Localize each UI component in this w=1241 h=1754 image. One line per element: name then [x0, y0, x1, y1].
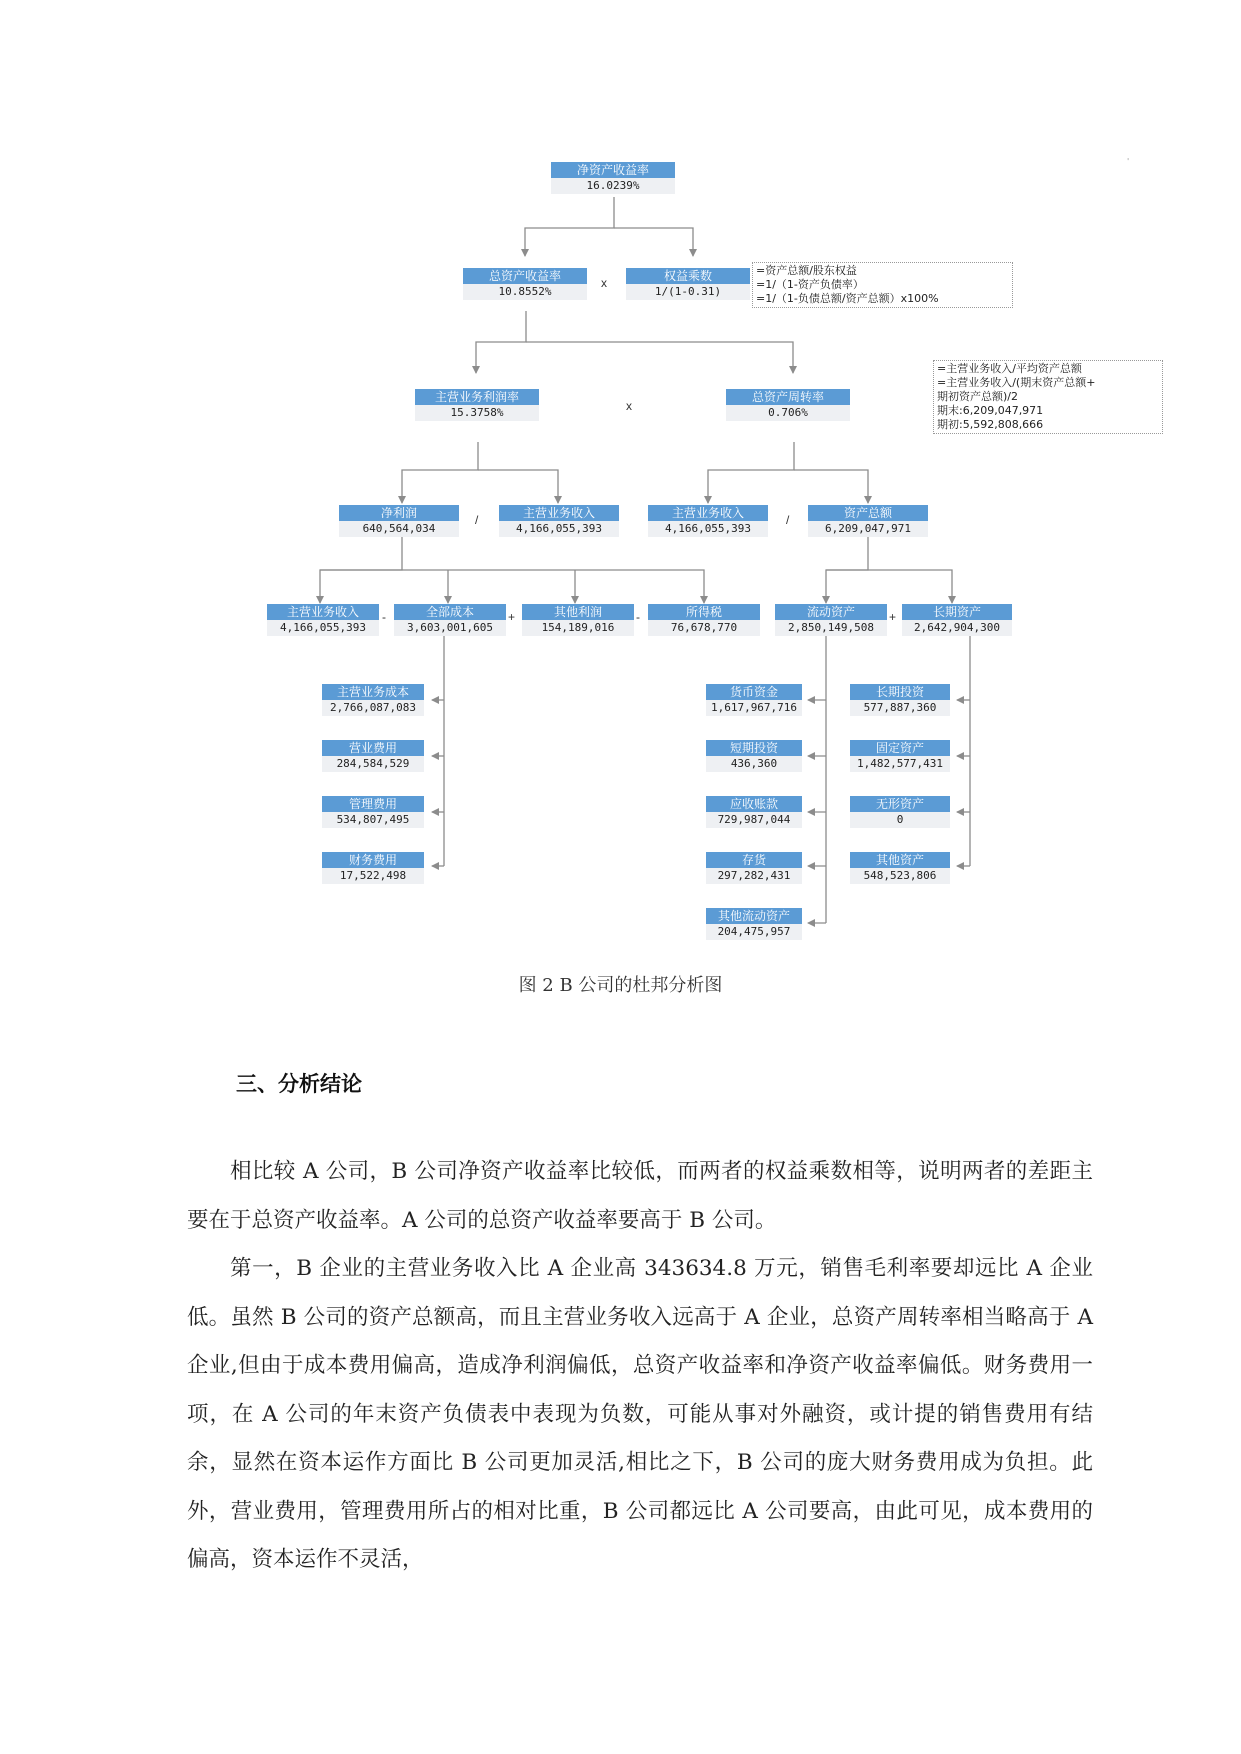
- node-value: 1,482,577,431: [850, 756, 950, 772]
- node-value: 154,189,016: [522, 620, 634, 636]
- node-value: 2,642,904,300: [902, 620, 1012, 636]
- node-value: 3,603,001,605: [394, 620, 506, 636]
- node-revenue: [267, 604, 379, 636]
- node-admin-expense: [322, 796, 424, 828]
- node-total-cost: [394, 604, 506, 636]
- node-value: 577,887,360: [850, 700, 950, 716]
- node-fixed-assets: [850, 740, 950, 772]
- node-label: 主营业务利润率: [415, 389, 539, 405]
- node-label: 权益乘数: [626, 268, 750, 284]
- connector: [320, 570, 704, 603]
- node-value: 534,807,495: [322, 812, 424, 828]
- node-value: 1,617,967,716: [706, 700, 802, 716]
- node-revenue: [499, 505, 619, 537]
- operator-minus: -: [636, 610, 640, 624]
- node-finance-expense: [322, 852, 424, 884]
- node-value: 548,523,806: [850, 868, 950, 884]
- node-net-profit: [339, 505, 459, 537]
- node-label: 资产总额: [808, 505, 928, 521]
- node-asset-turnover: [726, 389, 850, 421]
- node-value: 640,564,034: [339, 521, 459, 537]
- operator-multiply: x: [601, 276, 607, 290]
- operator-divide: /: [475, 513, 479, 527]
- node-label: 长期资产: [902, 604, 1012, 620]
- note-line: =资产总额/股东权益: [756, 264, 857, 277]
- stray-mark: ': [1127, 157, 1130, 166]
- operator-divide: /: [786, 513, 790, 527]
- node-label: 应收账款: [706, 796, 802, 812]
- node-label: 营业费用: [322, 740, 424, 756]
- operator-multiply: x: [626, 399, 632, 413]
- note-line: =主营业务收入/平均资产总额: [937, 362, 1082, 375]
- node-label: 管理费用: [322, 796, 424, 812]
- node-operating-margin: [415, 389, 539, 421]
- node-value: 16.0239%: [551, 178, 675, 194]
- node-label: 短期投资: [706, 740, 802, 756]
- node-value: 4,166,055,393: [267, 620, 379, 636]
- node-receivables: [706, 796, 802, 828]
- node-label: 长期投资: [850, 684, 950, 700]
- note-asset-turnover: [933, 360, 1163, 434]
- node-other-profit: [522, 604, 634, 636]
- node-value: 15.3758%: [415, 405, 539, 421]
- node-label: 净利润: [339, 505, 459, 521]
- node-equity-multiplier: [626, 268, 750, 300]
- node-roa: [463, 268, 587, 300]
- node-value: 10.8552%: [463, 284, 587, 300]
- node-label: 其他利润: [522, 604, 634, 620]
- connector: [402, 442, 478, 503]
- node-label: 其他流动资产: [706, 908, 802, 924]
- body-text: [187, 1148, 1093, 1585]
- connector: [614, 228, 693, 256]
- node-cash: [706, 684, 802, 716]
- connector: [708, 442, 794, 503]
- node-short-term-investment: [706, 740, 802, 772]
- node-selling-expense: [322, 740, 424, 772]
- node-cogs: [322, 684, 424, 716]
- node-revenue: [648, 505, 768, 537]
- section-heading: 三、分析结论: [236, 1072, 362, 1096]
- node-label: 主营业务收入: [648, 505, 768, 521]
- node-label: 所得税: [648, 604, 760, 620]
- node-value: 297,282,431: [706, 868, 802, 884]
- operator-plus: +: [508, 610, 516, 624]
- node-value: 4,166,055,393: [648, 521, 768, 537]
- node-roe: [551, 162, 675, 194]
- node-label: 主营业务收入: [499, 505, 619, 521]
- note-line: 期初资产总额)/2: [937, 390, 1018, 403]
- node-label: 固定资产: [850, 740, 950, 756]
- node-value: 204,475,957: [706, 924, 802, 940]
- node-value: 6,209,047,971: [808, 521, 928, 537]
- node-intangible-assets: [850, 796, 950, 828]
- node-label: 无形资产: [850, 796, 950, 812]
- node-label: 总资产收益率: [463, 268, 587, 284]
- node-total-assets: [808, 505, 928, 537]
- figure-caption: 图 2 B 公司的杜邦分析图: [518, 975, 723, 996]
- node-value: 436,360: [706, 756, 802, 772]
- paragraph: 第一，B 企业的主营业务收入比 A 企业高 343634.8 万元，销售毛利率要却远比 A 企业低。虽然 B 公司的资产总额高，而且主营业务收入远高于 A 企业，总资产周转率相当略高于 A 企业,但由于成本费用偏高，造成净利润偏低，总资产收益率和净资产收益率偏低。财务费用一项，在 A 公司的年末资产负债表中表现为负数，可能从事对外融资，或计提的销售费用有结余，显然在资本运作方面比 B 公司更加灵活,相比之下，B 公司的庞大财务费用成为负担。此外，营业费用，管理费用所占的相对比重，B 公司都远比 A 公司要高，由此可见，成本费用的偏高，资本运作不灵活，: [187, 1256, 1093, 1572]
- node-label: 流动资产: [775, 604, 887, 620]
- node-label: 总资产周转率: [726, 389, 850, 405]
- note-line: 期初:5,592,808,666: [937, 418, 1044, 431]
- node-value: 2,766,087,083: [322, 700, 424, 716]
- node-value: 1/(1-0.31): [626, 284, 750, 300]
- node-other-assets: [850, 852, 950, 884]
- node-long-term-assets: [902, 604, 1012, 636]
- node-label: 主营业务成本: [322, 684, 424, 700]
- node-value: 0: [850, 812, 950, 828]
- node-label: 财务费用: [322, 852, 424, 868]
- node-value: 284,584,529: [322, 756, 424, 772]
- node-income-tax: [648, 604, 760, 636]
- note-line: =主营业务收入/(期末资产总额+: [937, 376, 1096, 389]
- note-equity-multiplier: [752, 262, 1013, 308]
- node-value: 2,850,149,508: [775, 620, 887, 636]
- node-value: 17,522,498: [322, 868, 424, 884]
- connector: [826, 570, 952, 603]
- operator-plus: +: [889, 610, 897, 624]
- node-value: 4,166,055,393: [499, 521, 619, 537]
- connector: [525, 197, 614, 256]
- node-other-current-assets: [706, 908, 802, 940]
- node-label: 存货: [706, 852, 802, 868]
- note-line: =1/（1-资产负债率）: [756, 278, 864, 291]
- node-current-assets: [775, 604, 887, 636]
- node-inventory: [706, 852, 802, 884]
- connector: [476, 311, 526, 373]
- node-label: 全部成本: [394, 604, 506, 620]
- node-label: 净资产收益率: [551, 162, 675, 178]
- node-long-term-investment: [850, 684, 950, 716]
- node-value: 0.706%: [726, 405, 850, 421]
- paragraph: 相比较 A 公司，B 公司净资产收益率比较低，而两者的权益乘数相等，说明两者的差距主要在于总资产收益率。A 公司的总资产收益率要高于 B 公司。: [187, 1159, 1093, 1233]
- operator-minus: -: [382, 610, 386, 624]
- connector: [794, 470, 868, 503]
- node-label: 货币资金: [706, 684, 802, 700]
- node-label: 主营业务收入: [267, 604, 379, 620]
- note-line: =1/（1-负债总额/资产总额）x100%: [756, 292, 939, 305]
- connector: [478, 470, 558, 503]
- connector: [526, 342, 793, 373]
- node-value: 729,987,044: [706, 812, 802, 828]
- node-label: 其他资产: [850, 852, 950, 868]
- note-line: 期末:6,209,047,971: [937, 404, 1044, 417]
- node-value: 76,678,770: [648, 620, 760, 636]
